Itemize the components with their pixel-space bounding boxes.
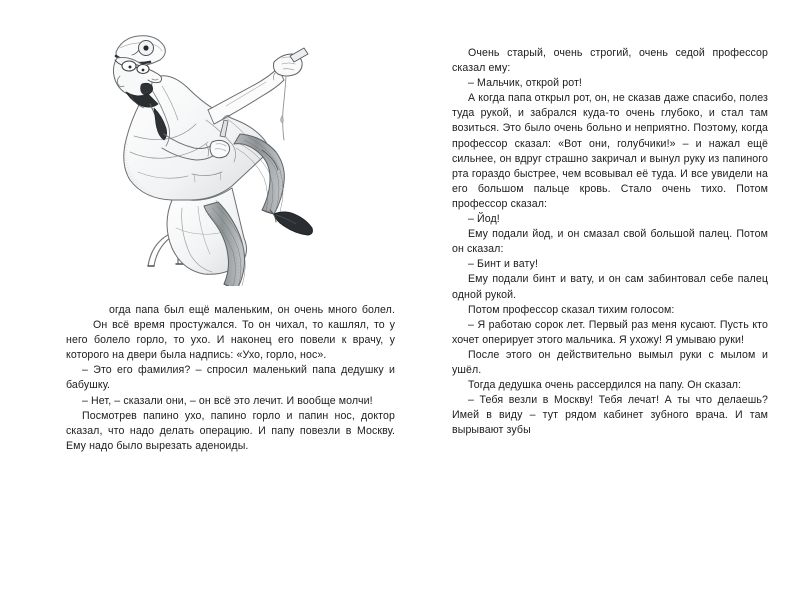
paragraph: Тогда дедушка очень рассердился на папу. Он сказал: <box>468 379 742 392</box>
doctor-on-stool-illustration <box>86 24 328 286</box>
paragraph: Очень старый, очень строгий, очень седой профессор сказал ему: <box>452 47 768 75</box>
paragraph: Ему подали бинт и вату, и он сам забинтовал себе палец одной рукой. <box>452 273 768 301</box>
paragraph: Ему подали йод, и он смазал свой большой палец. Потом он сказал: <box>452 228 768 256</box>
illustration-linework <box>113 36 312 286</box>
paragraph: После этого он действительно вымыл руки с мылом и ушёл. <box>452 348 768 376</box>
body-text-left-column <box>66 303 395 454</box>
paragraph: – Бинт и вату! <box>468 258 538 271</box>
paragraph <box>66 303 395 363</box>
paragraph: – Нет, – сказали они, – он всё это лечит. И вообще молчи! <box>82 394 373 407</box>
paragraph: А когда папа открыл рот, он, не сказав даже спасибо, полез туда рукой, и забрался куда-то очень глубоко, и стал там возиться. Это было очень больно и неприятно. Поэтому, когда профессор сказал: «Вот они, голубчики!» – и нажал ещё сильнее, он вдруг страшно закричал и вынул руку из папиного рта гораздо быстрее, чем всовывал её туда. И все увидели на его большом пальце кровь. Стало очень тихо. Потом профессор сказал: <box>452 92 768 210</box>
paragraph-text: огда папа был ещё маленьким, он очень много болел. Он всё время простужался. То он чихал, то кашлял, то у него болело горло, то ухо. И наконец его повели к врачу, у которого на двери была надпись: «Ухо, горло, нос». <box>66 304 395 362</box>
paragraph: – Это его фамилия? – спросил маленький папа дедушку и бабушку. <box>66 364 395 392</box>
body-text-right-column <box>452 46 768 438</box>
paragraph: Потом профессор сказал тихим голосом: <box>468 303 675 316</box>
paragraph: – Мальчик, открой рот! <box>468 77 582 90</box>
paragraph: – Йод! <box>468 213 500 226</box>
paragraph: – Тебя везли в Москву! Тебя лечат! А ты что делаешь? Имей в виду – тут рядом кабинет зубного врача. И там вырывают зубы <box>452 394 768 437</box>
drop-cap: К <box>82 302 99 333</box>
paragraph: – Я работаю сорок лет. Первый раз меня кусают. Пусть кто хочет оперирует этого мальчика. Я ухожу! Я умываю руки! <box>452 318 768 346</box>
paragraph: Посмотрев папино ухо, папино горло и папин нос, доктор сказал, что надо делать операцию. И папу повезли в Москву. Ему надо было вырезать аденоиды. <box>66 409 395 452</box>
